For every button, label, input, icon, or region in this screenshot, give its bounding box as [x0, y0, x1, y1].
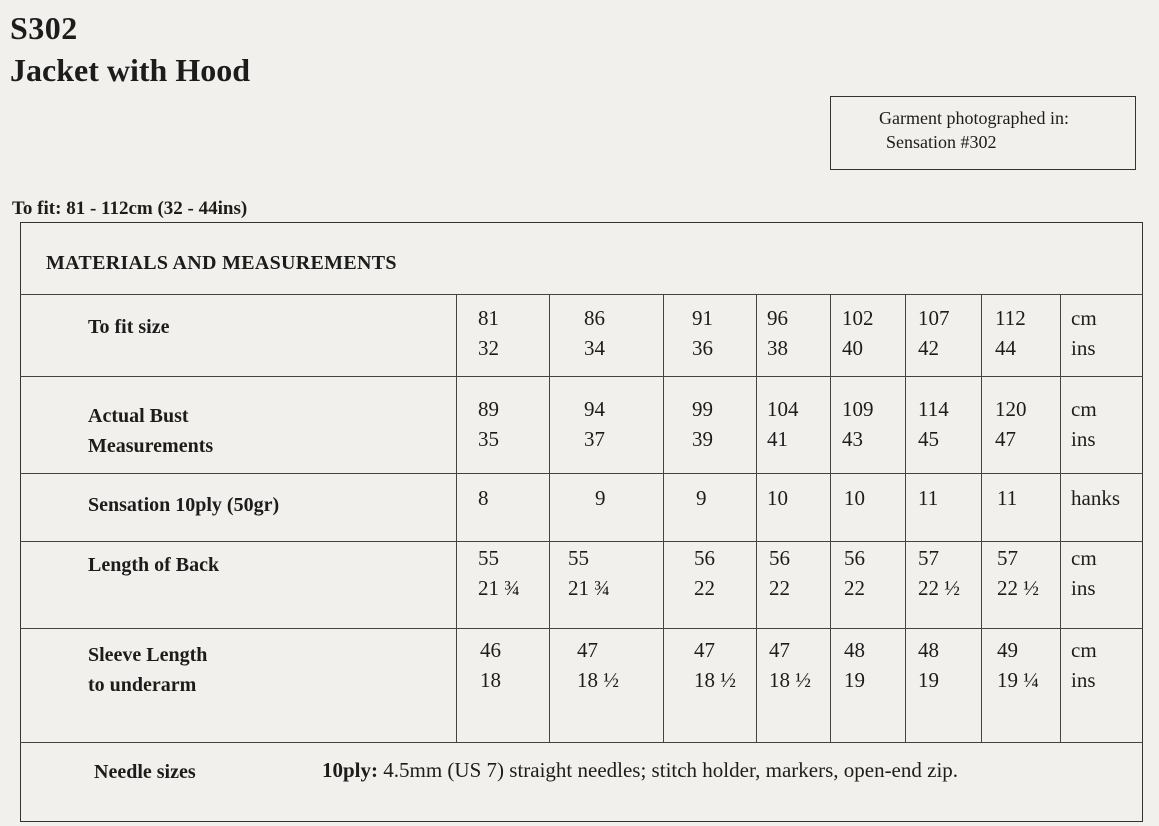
- section-title: MATERIALS AND MEASUREMENTS: [46, 252, 397, 274]
- measure-cell: [844, 483, 865, 513]
- measure-cell: [995, 303, 1026, 363]
- column-rule: [830, 628, 831, 742]
- measure-cell: [844, 635, 865, 695]
- column-rule: [1060, 376, 1061, 473]
- row-label-line: Sensation 10ply (50gr): [88, 494, 280, 516]
- measure-cell: [480, 635, 501, 695]
- unit-value: cm: [1071, 546, 1097, 570]
- measure-cell: [694, 635, 736, 695]
- measure-cell: [995, 394, 1027, 454]
- column-rule: [456, 294, 457, 376]
- measure-value: 96: [767, 306, 788, 330]
- row-label: [88, 640, 207, 700]
- unit-cell: [1071, 303, 1097, 363]
- measure-value: 86: [584, 306, 605, 330]
- measure-value: 47: [577, 638, 598, 662]
- row-label-line: to underarm: [88, 674, 197, 696]
- table-rule: [20, 473, 1143, 474]
- measure-cell: [842, 303, 874, 363]
- measure-cell: [694, 543, 715, 603]
- unit-value: cm: [1071, 397, 1097, 421]
- measure-cell: [918, 483, 938, 513]
- measure-cell: [769, 635, 811, 695]
- measure-value: 56: [844, 546, 865, 570]
- column-rule: [1060, 294, 1061, 376]
- column-rule: [456, 376, 457, 473]
- measure-value: 18: [480, 668, 501, 692]
- column-rule: [905, 628, 906, 742]
- row-label-line: Sleeve Length: [88, 644, 208, 666]
- measure-value: 109: [842, 397, 874, 421]
- measure-cell: [767, 394, 799, 454]
- column-rule: [905, 541, 906, 628]
- measure-value: 22: [844, 576, 865, 600]
- column-rule: [1060, 541, 1061, 628]
- to-fit-range: To fit: 81 - 112cm (32 - 44ins): [12, 198, 248, 219]
- column-rule: [1060, 628, 1061, 742]
- measure-value: 112: [995, 306, 1026, 330]
- measure-value: 22: [694, 576, 715, 600]
- measure-value: 9: [696, 486, 707, 510]
- row-label-line: Actual Bust: [88, 405, 189, 427]
- row-label: [88, 312, 169, 342]
- measure-value: 40: [842, 336, 863, 360]
- column-rule: [905, 294, 906, 376]
- unit-cell: [1071, 394, 1097, 454]
- measure-value: 10: [844, 486, 865, 510]
- photographed-in-label: Garment photographed in:: [879, 108, 1069, 128]
- measure-cell: [478, 394, 499, 454]
- column-rule: [981, 376, 982, 473]
- measure-value: 48: [918, 638, 939, 662]
- column-rule: [1060, 473, 1061, 541]
- column-rule: [756, 473, 757, 541]
- unit-value: ins: [1071, 427, 1096, 451]
- measure-value: 9: [595, 486, 606, 510]
- measure-value: 38: [767, 336, 788, 360]
- needle-details: 4.5mm (US 7) straight needles; stitch holder, markers, open-end zip.: [378, 758, 959, 782]
- row-label-line: To fit size: [88, 316, 170, 338]
- measure-value: 43: [842, 427, 863, 451]
- measure-value: 42: [918, 336, 939, 360]
- measure-value: 56: [769, 546, 790, 570]
- measure-cell: [767, 303, 788, 363]
- measure-value: 21 ¾: [478, 576, 520, 600]
- measure-cell: [577, 635, 619, 695]
- unit-cell: [1071, 543, 1097, 603]
- measure-value: 55: [568, 546, 589, 570]
- photographed-in-yarn: Sensation #302: [886, 132, 997, 152]
- measure-value: 99: [692, 397, 713, 421]
- table-rule: [20, 628, 1143, 629]
- column-rule: [756, 541, 757, 628]
- measure-value: 45: [918, 427, 939, 451]
- measure-cell: [692, 303, 713, 363]
- column-rule: [830, 294, 831, 376]
- measure-value: 19: [844, 668, 865, 692]
- measure-value: 39: [692, 427, 713, 451]
- column-rule: [905, 376, 906, 473]
- measure-value: 44: [995, 336, 1016, 360]
- measure-value: 102: [842, 306, 874, 330]
- row-label: [88, 550, 219, 580]
- measure-cell: [997, 543, 1039, 603]
- column-rule: [549, 294, 550, 376]
- column-rule: [830, 541, 831, 628]
- measure-value: 57: [997, 546, 1018, 570]
- measure-value: 18 ½: [694, 668, 736, 692]
- unit-value: cm: [1071, 306, 1097, 330]
- column-rule: [756, 294, 757, 376]
- measure-value: 36: [692, 336, 713, 360]
- measure-value: 114: [918, 397, 949, 421]
- measure-value: 35: [478, 427, 499, 451]
- column-rule: [456, 628, 457, 742]
- row-label: [88, 490, 279, 520]
- measure-cell: [478, 543, 520, 603]
- table-rule: [20, 376, 1143, 377]
- measure-cell: [478, 483, 489, 513]
- measure-cell: [584, 303, 605, 363]
- row-label-line: Measurements: [88, 435, 214, 457]
- pattern-title: Jacket with Hood: [10, 52, 250, 88]
- table-rule: [20, 294, 1143, 295]
- measure-value: 22 ½: [997, 576, 1039, 600]
- measure-value: 8: [478, 486, 489, 510]
- materials-table-frame: [20, 222, 1143, 822]
- measure-value: 18 ½: [577, 668, 619, 692]
- column-rule: [549, 473, 550, 541]
- measure-cell: [844, 543, 865, 603]
- measure-value: 22 ½: [918, 576, 960, 600]
- measure-cell: [696, 483, 707, 513]
- column-rule: [981, 473, 982, 541]
- measure-value: 32: [478, 336, 499, 360]
- measure-cell: [568, 543, 610, 603]
- measure-cell: [584, 394, 605, 454]
- measure-value: 10: [767, 486, 788, 510]
- column-rule: [981, 294, 982, 376]
- unit-value: cm: [1071, 638, 1097, 662]
- measure-value: 49: [997, 638, 1018, 662]
- unit-value: ins: [1071, 576, 1096, 600]
- measure-cell: [918, 303, 950, 363]
- measure-value: 89: [478, 397, 499, 421]
- needle-ply: 10ply:: [322, 758, 379, 782]
- column-rule: [549, 376, 550, 473]
- unit-value: hanks: [1071, 486, 1120, 510]
- column-rule: [981, 628, 982, 742]
- needle-sizes-text: [322, 758, 958, 783]
- measure-cell: [478, 303, 499, 363]
- measure-value: 55: [478, 546, 499, 570]
- measure-cell: [997, 635, 1039, 695]
- column-rule: [663, 473, 664, 541]
- measure-value: 18 ½: [769, 668, 811, 692]
- measure-cell: [918, 394, 949, 454]
- measure-value: 48: [844, 638, 865, 662]
- measure-cell: [692, 394, 713, 454]
- measure-cell: [842, 394, 874, 454]
- measure-cell: [595, 483, 606, 513]
- column-rule: [663, 541, 664, 628]
- measure-value: 41: [767, 427, 788, 451]
- measure-value: 22: [769, 576, 790, 600]
- measure-cell: [769, 543, 790, 603]
- unit-cell: [1071, 635, 1097, 695]
- column-rule: [756, 376, 757, 473]
- measure-value: 120: [995, 397, 1027, 421]
- measure-value: 56: [694, 546, 715, 570]
- unit-value: ins: [1071, 336, 1096, 360]
- column-rule: [456, 473, 457, 541]
- column-rule: [981, 541, 982, 628]
- measure-value: 37: [584, 427, 605, 451]
- column-rule: [756, 628, 757, 742]
- column-rule: [663, 376, 664, 473]
- column-rule: [905, 473, 906, 541]
- column-rule: [830, 473, 831, 541]
- measure-value: 47: [769, 638, 790, 662]
- column-rule: [549, 541, 550, 628]
- column-rule: [549, 628, 550, 742]
- photographed-in-box: [830, 96, 1136, 170]
- measure-value: 21 ¾: [568, 576, 610, 600]
- measure-value: 47: [995, 427, 1016, 451]
- row-label: [88, 401, 213, 461]
- measure-cell: [767, 483, 788, 513]
- column-rule: [663, 628, 664, 742]
- table-rule: [20, 541, 1143, 542]
- column-rule: [830, 376, 831, 473]
- table-rule: [20, 742, 1143, 743]
- measure-cell: [997, 483, 1017, 513]
- measure-value: 34: [584, 336, 605, 360]
- measure-value: 94: [584, 397, 605, 421]
- unit-cell: [1071, 483, 1120, 513]
- measure-cell: [918, 543, 960, 603]
- column-rule: [663, 294, 664, 376]
- row-label-line: Length of Back: [88, 554, 220, 576]
- measure-value: 11: [997, 486, 1018, 510]
- measure-cell: [918, 635, 939, 695]
- measure-value: 81: [478, 306, 499, 330]
- measure-value: 46: [480, 638, 501, 662]
- column-rule: [456, 541, 457, 628]
- needle-sizes-label: Needle sizes: [94, 761, 196, 783]
- measure-value: 19 ¼: [997, 668, 1039, 692]
- measure-value: 19: [918, 668, 939, 692]
- measure-value: 11: [918, 486, 939, 510]
- measure-value: 91: [692, 306, 713, 330]
- measure-value: 57: [918, 546, 939, 570]
- measure-value: 47: [694, 638, 715, 662]
- measure-value: 104: [767, 397, 799, 421]
- unit-value: ins: [1071, 668, 1096, 692]
- pattern-code: S302: [10, 10, 78, 46]
- measure-value: 107: [918, 306, 950, 330]
